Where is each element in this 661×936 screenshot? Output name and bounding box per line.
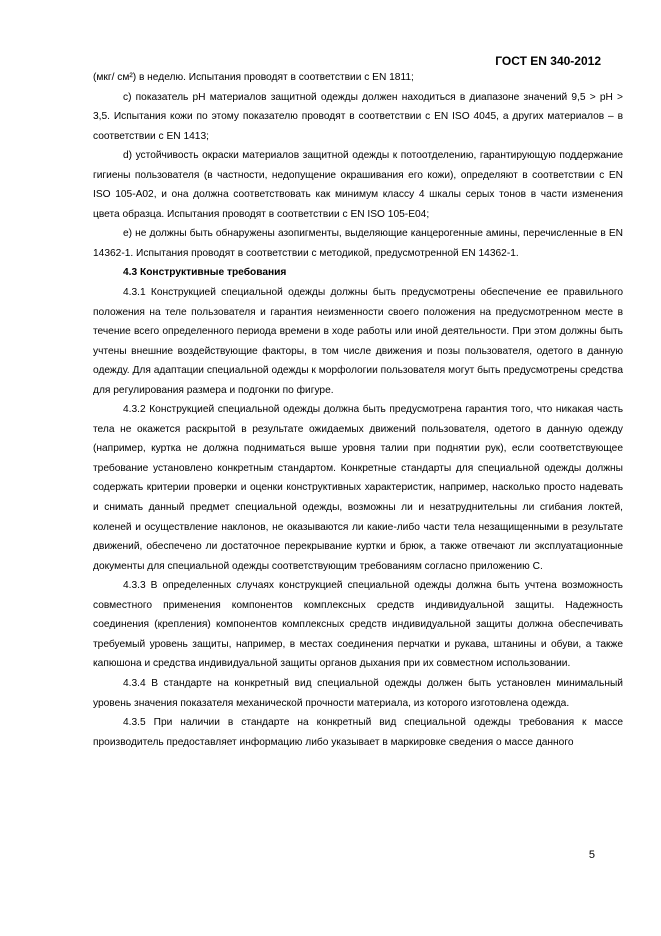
document-code: ГОСТ EN 340-2012 [495, 54, 601, 68]
paragraph-continuation: (мкг/ см²) в неделю. Испытания проводят в соответствии с EN 1811; [93, 72, 414, 83]
paragraph-item-e: е) не должны быть обнаружены азопигменты, выделяющие канцерогенные амины, перечисленные в EN 14362-1. Испытания проводят в соответствии с методикой, предусмотренной EN 14362-1. [93, 228, 623, 259]
paragraph-4-3-3: 4.3.3 В определенных случаях конструкцией специальной одежды должна быть учтена возможность совместного применения компонентов комплексных средств индивидуальной защиты. Надежность соединения (крепления) компонентов комплексных средств индивидуальной защиты должна обеспечивать требуемый уровень защиты, например, в местах соединения перчатки и рукава, штанины и обуви, а также капюшона и средства индивидуальной защиты органов дыхания при их совместном использовании. [93, 580, 623, 670]
section-heading-4-3: 4.3 Конструктивные требования [123, 267, 287, 279]
paragraph-item-d: d) устойчивость окраски материалов защитной одежды к потоотделению, гарантирующую поддержание гигиены пользователя (в частности, недопущение окрашивания его кожи), определяют в соответствии с EN ISO 105-A02, и она должна соответствовать как минимум классу 4 шкалы серых тонов в части изменения цвета образца. Испытания проводят в соответствии с EN ISO 105-E04; [93, 150, 623, 220]
paragraph-4-3-1: 4.3.1 Конструкцией специальной одежды должны быть предусмотрены обеспечение ее правильного положения на теле пользователя и гарантия неизменности своего положения на предусмотренном месте в течение всего определенного периода времени в ходе работы или иной деятельности. При этом должны быть учтены внешние воздействующие факторы, в том числе движения и позы пользователя, одетого в данную одежду. Для адаптации специальной одежды к морфологии пользователя могут быть предусмотрены средства для регулирования размера и подгонки по фигуре. [93, 287, 623, 396]
paragraph-4-3-4: 4.3.4 В стандарте на конкретный вид специальной одежды должен быть установлен минимальный уровень значения показателя механической прочности материала, из которого изготовлена одежда. [93, 677, 623, 709]
paragraph-item-c: с) показатель pH материалов защитной одежды должен находиться в диапазоне значений 9,5 > pH > 3,5. Испытания кожи по этому показателю проводят в соответствии с EN ISO 4045, а других материалов – в соответствии с EN 1413; [93, 91, 623, 142]
paragraph-4-3-5: 4.3.5 При наличии в стандарте на конкретный вид специальной одежды требования к массе производитель предоставляет информацию либо указывает в маркировке сведения о массе данного [93, 717, 623, 748]
page-number: 5 [588, 849, 595, 861]
paragraph-4-3-2: 4.3.2 Конструкцией специальной одежды должна быть предусмотрена гарантия того, что никакая часть тела не окажется раскрытой в результате ожидаемых движений пользователя, одетого в данную одежду (например, куртка не должна подниматься выше уровня талии при поднятии рук), если соответствующее требование установлено конкретным стандартом. Конкретные стандарты для специальной одежды должны содержать критерии проверки и оценки конструктивных характеристик, например, насколько просто надевать и снимать данный предмет специальной одежды, возможны ли и незатруднительны ли сгибания локтей, коленей и осуществление наклонов, не оказываются ли какие-либо части тела незащищенными в результате движений, обеспечено ли достаточное перекрывание куртки и брюк, а также отвечают ли эксплуатационные документы для специальной одежды соответствующим требованиям согласно приложению С. [93, 404, 623, 572]
page-content [93, 68, 623, 752]
